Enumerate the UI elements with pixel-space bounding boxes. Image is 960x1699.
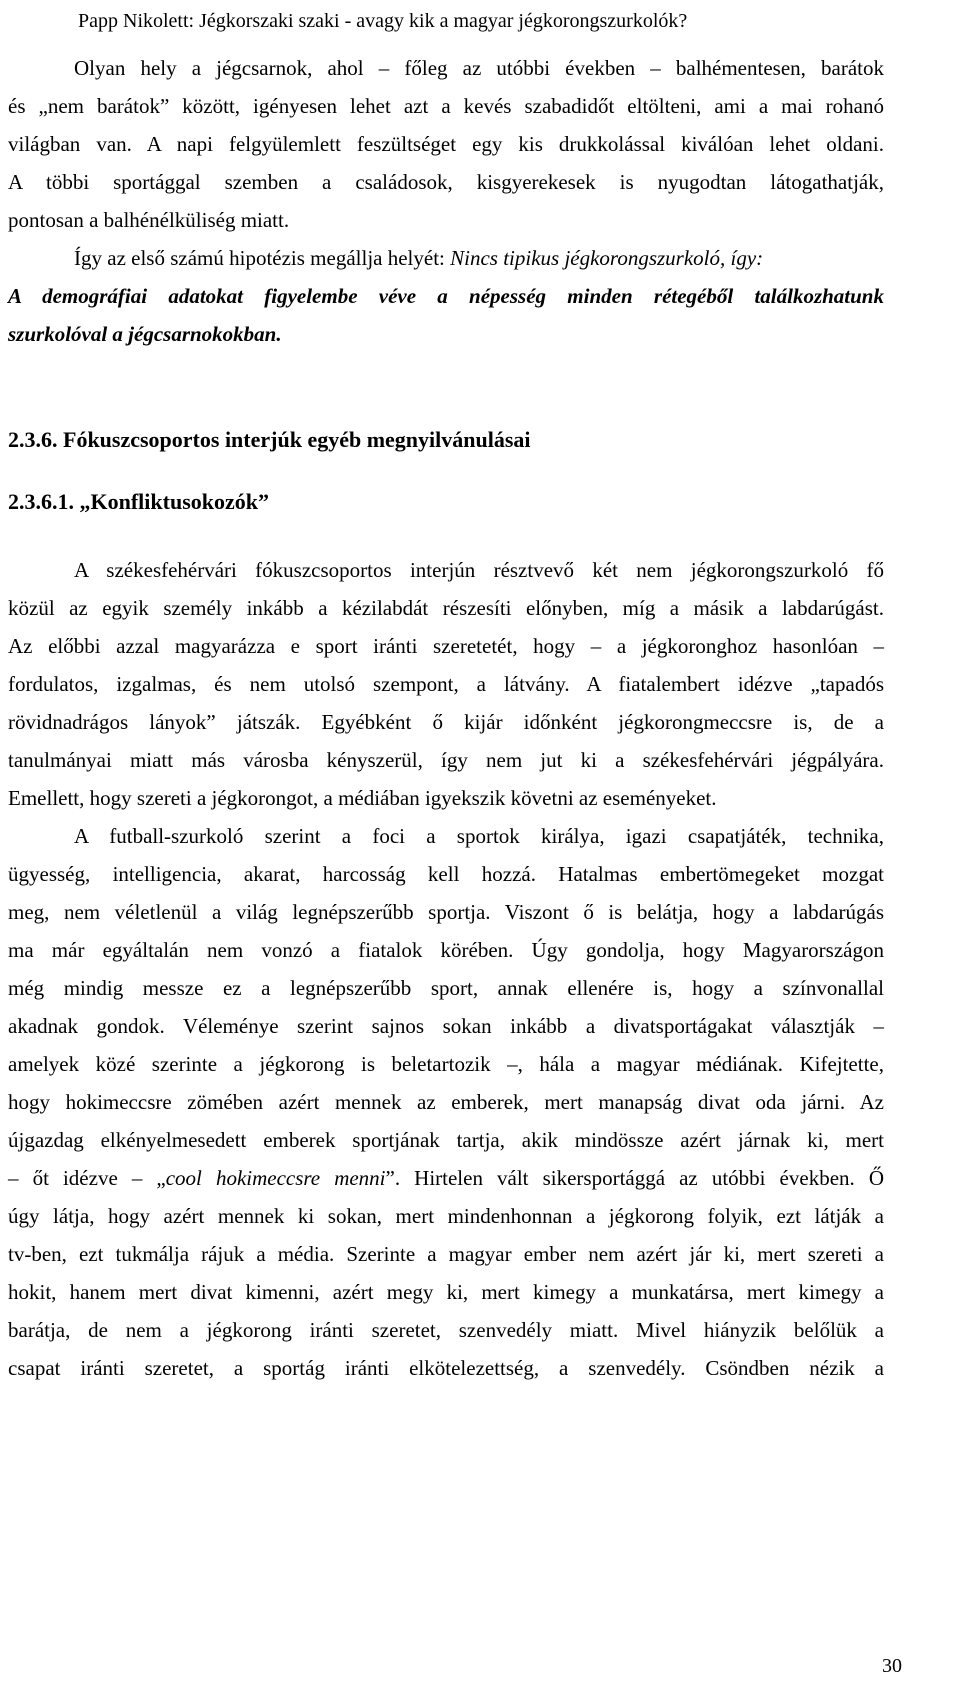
paragraph-line: tv-ben, ezt tukmálja rájuk a média. Szerinte a magyar ember nem azért jár ki, mert szereti a	[8, 1242, 884, 1266]
page-number: 30	[882, 1655, 902, 1677]
paragraph-line: még mindig messze ez a legnépszerűbb sport, annak ellenére is, hogy a színvonallal	[8, 976, 884, 1000]
paragraph-line: barátja, de nem a jégkorong iránti szeretet, szenvedély miatt. Mivel hiányzik belőlük a	[8, 1318, 884, 1342]
hypothesis-intro: Így az első számú hipotézis megállja helyét:	[74, 246, 451, 270]
paragraph-line: hokit, hanem mert divat kimenni, azért megy ki, mert kimegy a munkatársa, mert kimegy a	[8, 1280, 884, 1304]
paragraph-line: és „nem barátok” között, igényesen lehet azt a kevés szabadidőt eltölteni, ami a mai rohanó	[8, 94, 884, 118]
paragraph-line: tanulmányai miatt más városba kényszerül, így nem jut ki a székesfehérvári jégpályára.	[8, 748, 884, 772]
paragraph-line: ma már egyáltalán nem vonzó a fiatalok körében. Úgy gondolja, hogy Magyarországon	[8, 938, 884, 962]
paragraph-line: úgy látja, hogy azért mennek ki sokan, mert mindenhonnan a jégkorong folyik, ezt látják a	[8, 1204, 884, 1228]
paragraph-line: fordulatos, izgalmas, és nem utolsó szempont, a látvány. A fiatalembert idézve „tapadós	[8, 672, 884, 696]
paragraph-line: akadnak gondok. Véleménye szerint sajnos sokan inkább a divatsportágakat választják –	[8, 1014, 884, 1038]
paragraph-line: Az előbbi azzal magyarázza e sport iránti szeretetét, hogy – a jégkoronghoz hasonlóan –	[8, 634, 884, 658]
paragraph-line: Olyan hely a jégcsarnok, ahol – főleg az utóbbi években – balhémentesen, barátok	[74, 56, 884, 80]
paragraph-line: újgazdag elkényelmesedett emberek sportjának tartja, akik mindössze azért járnak ki, mert	[8, 1128, 884, 1152]
paragraph-line: meg, nem véletlenül a világ legnépszerűbb sportja. Viszont ő is belátja, hogy a labdarúgás	[8, 900, 884, 924]
section-heading: 2.3.6. Fókuszcsoportos interjúk egyéb megnyilvánulásai	[8, 427, 531, 452]
running-header: Papp Nikolett: Jégkorszaki szaki - avagy kik a magyar jégkorongszurkolók?	[78, 10, 688, 32]
paragraph-line: csapat iránti szeretet, a sportág iránti elkötelezettség, a szenvedély. Csöndben nézik a	[8, 1356, 884, 1380]
hypothesis-line	[74, 245, 884, 271]
hypothesis-statement: A demográfiai adatokat figyelembe véve a népesség minden rétegéből találkozhatunk	[8, 284, 884, 308]
paragraph-line: A futball-szurkoló szerint a foci a sportok királya, igazi csapatjáték, technika,	[74, 824, 884, 848]
quote-suffix: ”. Hirtelen vált sikersportággá az utóbbi években. Ő	[385, 1166, 885, 1190]
subsection-heading: 2.3.6.1. „Konfliktusokozók”	[8, 489, 269, 514]
paragraph-line: amelyek közé szerinte a jégkorong is beletartozik –, hála a magyar médiának. Kifejtette,	[8, 1052, 884, 1076]
paragraph-line: rövidnadrágos lányok” játszák. Egyébként ő kijár időnként jégkorongmeccsre is, de a	[8, 710, 884, 734]
paragraph-line: közül az egyik személy inkább a kézilabdát részesíti előnyben, míg a másik a labdarúgást.	[8, 596, 884, 620]
hypothesis-intro-italic: Nincs tipikus jégkorongszurkoló, így:	[450, 246, 764, 270]
paragraph-line-quote	[8, 1165, 884, 1191]
paragraph-line: pontosan a balhénélküliség miatt.	[8, 208, 290, 232]
quote-prefix: – őt idézve – „	[8, 1166, 166, 1190]
paragraph-line: A székesfehérvári fókuszcsoportos interjún résztvevő két nem jégkorongszurkoló fő	[74, 558, 884, 582]
paragraph-line: világban van. A napi felgyülemlett feszültséget egy kis drukkolással kiválóan lehet oldani.	[8, 132, 884, 156]
paragraph-line: ügyesség, intelligencia, akarat, harcosság kell hozzá. Hatalmas embertömegeket mozgat	[8, 862, 884, 886]
paragraph-line: Emellett, hogy szereti a jégkorongot, a médiában igyekszik követni az eseményeket.	[8, 786, 717, 810]
paragraph-line: hogy hokimeccsre zömében azért mennek az emberek, mert manapság divat oda járni. Az	[8, 1090, 884, 1114]
paragraph-line: A többi sportággal szemben a családosok, kisgyerekesek is nyugodtan látogathatják,	[8, 170, 884, 194]
quote-italic: cool hokimeccsre menni	[165, 1166, 386, 1190]
hypothesis-statement: szurkolóval a jégcsarnokokban.	[8, 322, 282, 346]
